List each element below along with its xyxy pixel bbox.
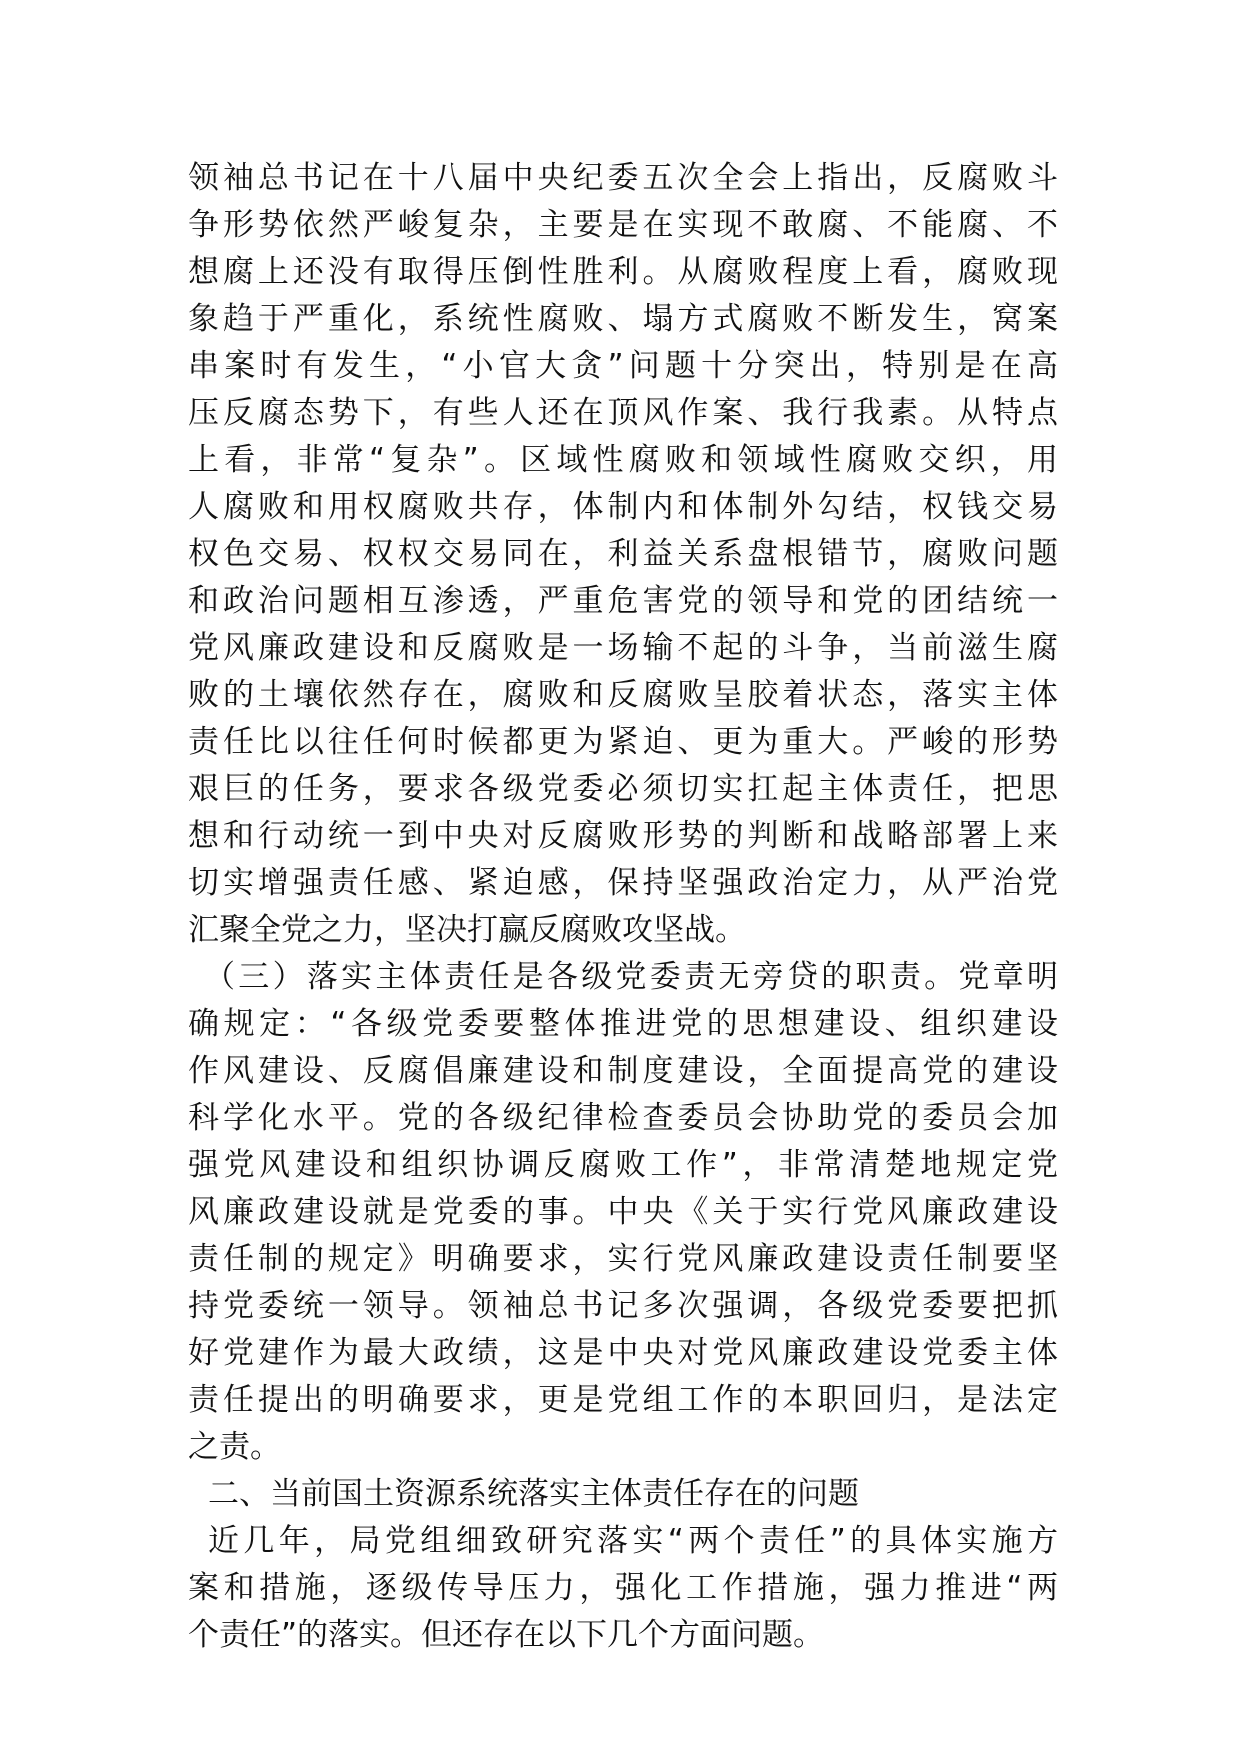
text-line: 争形势依然严峻复杂，主要是在实现不敢腐、不能腐、不 xyxy=(188,207,1058,243)
text-line: 之责。 xyxy=(188,1429,281,1465)
text-line: 确规定：“各级党委要整体推进党的思想建设、组织建设 xyxy=(188,1006,1058,1042)
text-line: 科学化水平。党的各级纪律检查委员会协助党的委员会加 xyxy=(188,1100,1058,1136)
text-line: 持党委统一领导。领袖总书记多次强调，各级党委要把抓 xyxy=(188,1288,1058,1324)
text-line: 汇聚全党之力，坚决打赢反腐败攻坚战。 xyxy=(188,912,746,948)
text-line: 权色交易、权权交易同在，利益关系盘根错节，腐败问题 xyxy=(188,536,1058,572)
text-line: 想和行动统一到中央对反腐败形势的判断和战略部署上来 xyxy=(188,818,1058,854)
text-line: 切实增强责任感、紧迫感，保持坚强政治定力，从严治党 xyxy=(188,865,1058,901)
text-line: 人腐败和用权腐败共存，体制内和体制外勾结，权钱交易 xyxy=(188,489,1058,525)
text-line: 案和措施，逐级传导压力，强化工作措施，强力推进“两 xyxy=(188,1570,1058,1606)
text-line: 党风廉政建设和反腐败是一场输不起的斗争，当前滋生腐 xyxy=(188,630,1058,666)
text-line: 和政治问题相互渗透，严重危害党的领导和党的团结统一 xyxy=(188,583,1058,619)
text-line: 近几年，局党组细致研究落实“两个责任”的具体实施方 xyxy=(208,1523,1058,1559)
section-heading-line: （三）落实主体责任是各级党委责无旁贷的职责。党章明 xyxy=(204,959,1058,995)
text-line: 个责任”的落实。但还存在以下几个方面问题。 xyxy=(188,1617,825,1653)
text-line: 强党风建设和组织协调反腐败工作”，非常清楚地规定党 xyxy=(188,1147,1058,1183)
text-line: 象趋于严重化，系统性腐败、塌方式腐败不断发生，窝案 xyxy=(188,301,1058,337)
text-line: 串案时有发生，“小官大贪”问题十分突出，特别是在高 xyxy=(188,348,1058,384)
text-line: 想腐上还没有取得压倒性胜利。从腐败程度上看，腐败现 xyxy=(188,254,1058,290)
text-line: 责任提出的明确要求，更是党组工作的本职回归，是法定 xyxy=(188,1382,1058,1418)
text-line: 责任比以往任何时候都更为紧迫、更为重大。严峻的形势 xyxy=(188,724,1058,760)
text-line: 败的土壤依然存在，腐败和反腐败呈胶着状态，落实主体 xyxy=(188,677,1058,713)
text-line: 作风建设、反腐倡廉建设和制度建设，全面提高党的建设 xyxy=(188,1053,1058,1089)
text-line: 上看，非常“复杂”。区域性腐败和领域性腐败交织，用 xyxy=(188,442,1058,478)
text-line: 责任制的规定》明确要求，实行党风廉政建设责任制要坚 xyxy=(188,1241,1058,1277)
text-line: 好党建作为最大政绩，这是中央对党风廉政建设党委主体 xyxy=(188,1335,1058,1371)
text-line: 领袖总书记在十八届中央纪委五次全会上指出，反腐败斗 xyxy=(188,160,1058,196)
document-page xyxy=(188,155,1058,1659)
text-line: 风廉政建设就是党委的事。中央《关于实行党风廉政建设 xyxy=(188,1194,1058,1230)
text-line: 压反腐态势下，有些人还在顶风作案、我行我素。从特点 xyxy=(188,395,1058,431)
text-line: 艰巨的任务，要求各级党委必须切实扛起主体责任，把思 xyxy=(188,771,1058,807)
section-heading: 二、当前国土资源系统落实主体责任存在的问题 xyxy=(208,1476,859,1512)
